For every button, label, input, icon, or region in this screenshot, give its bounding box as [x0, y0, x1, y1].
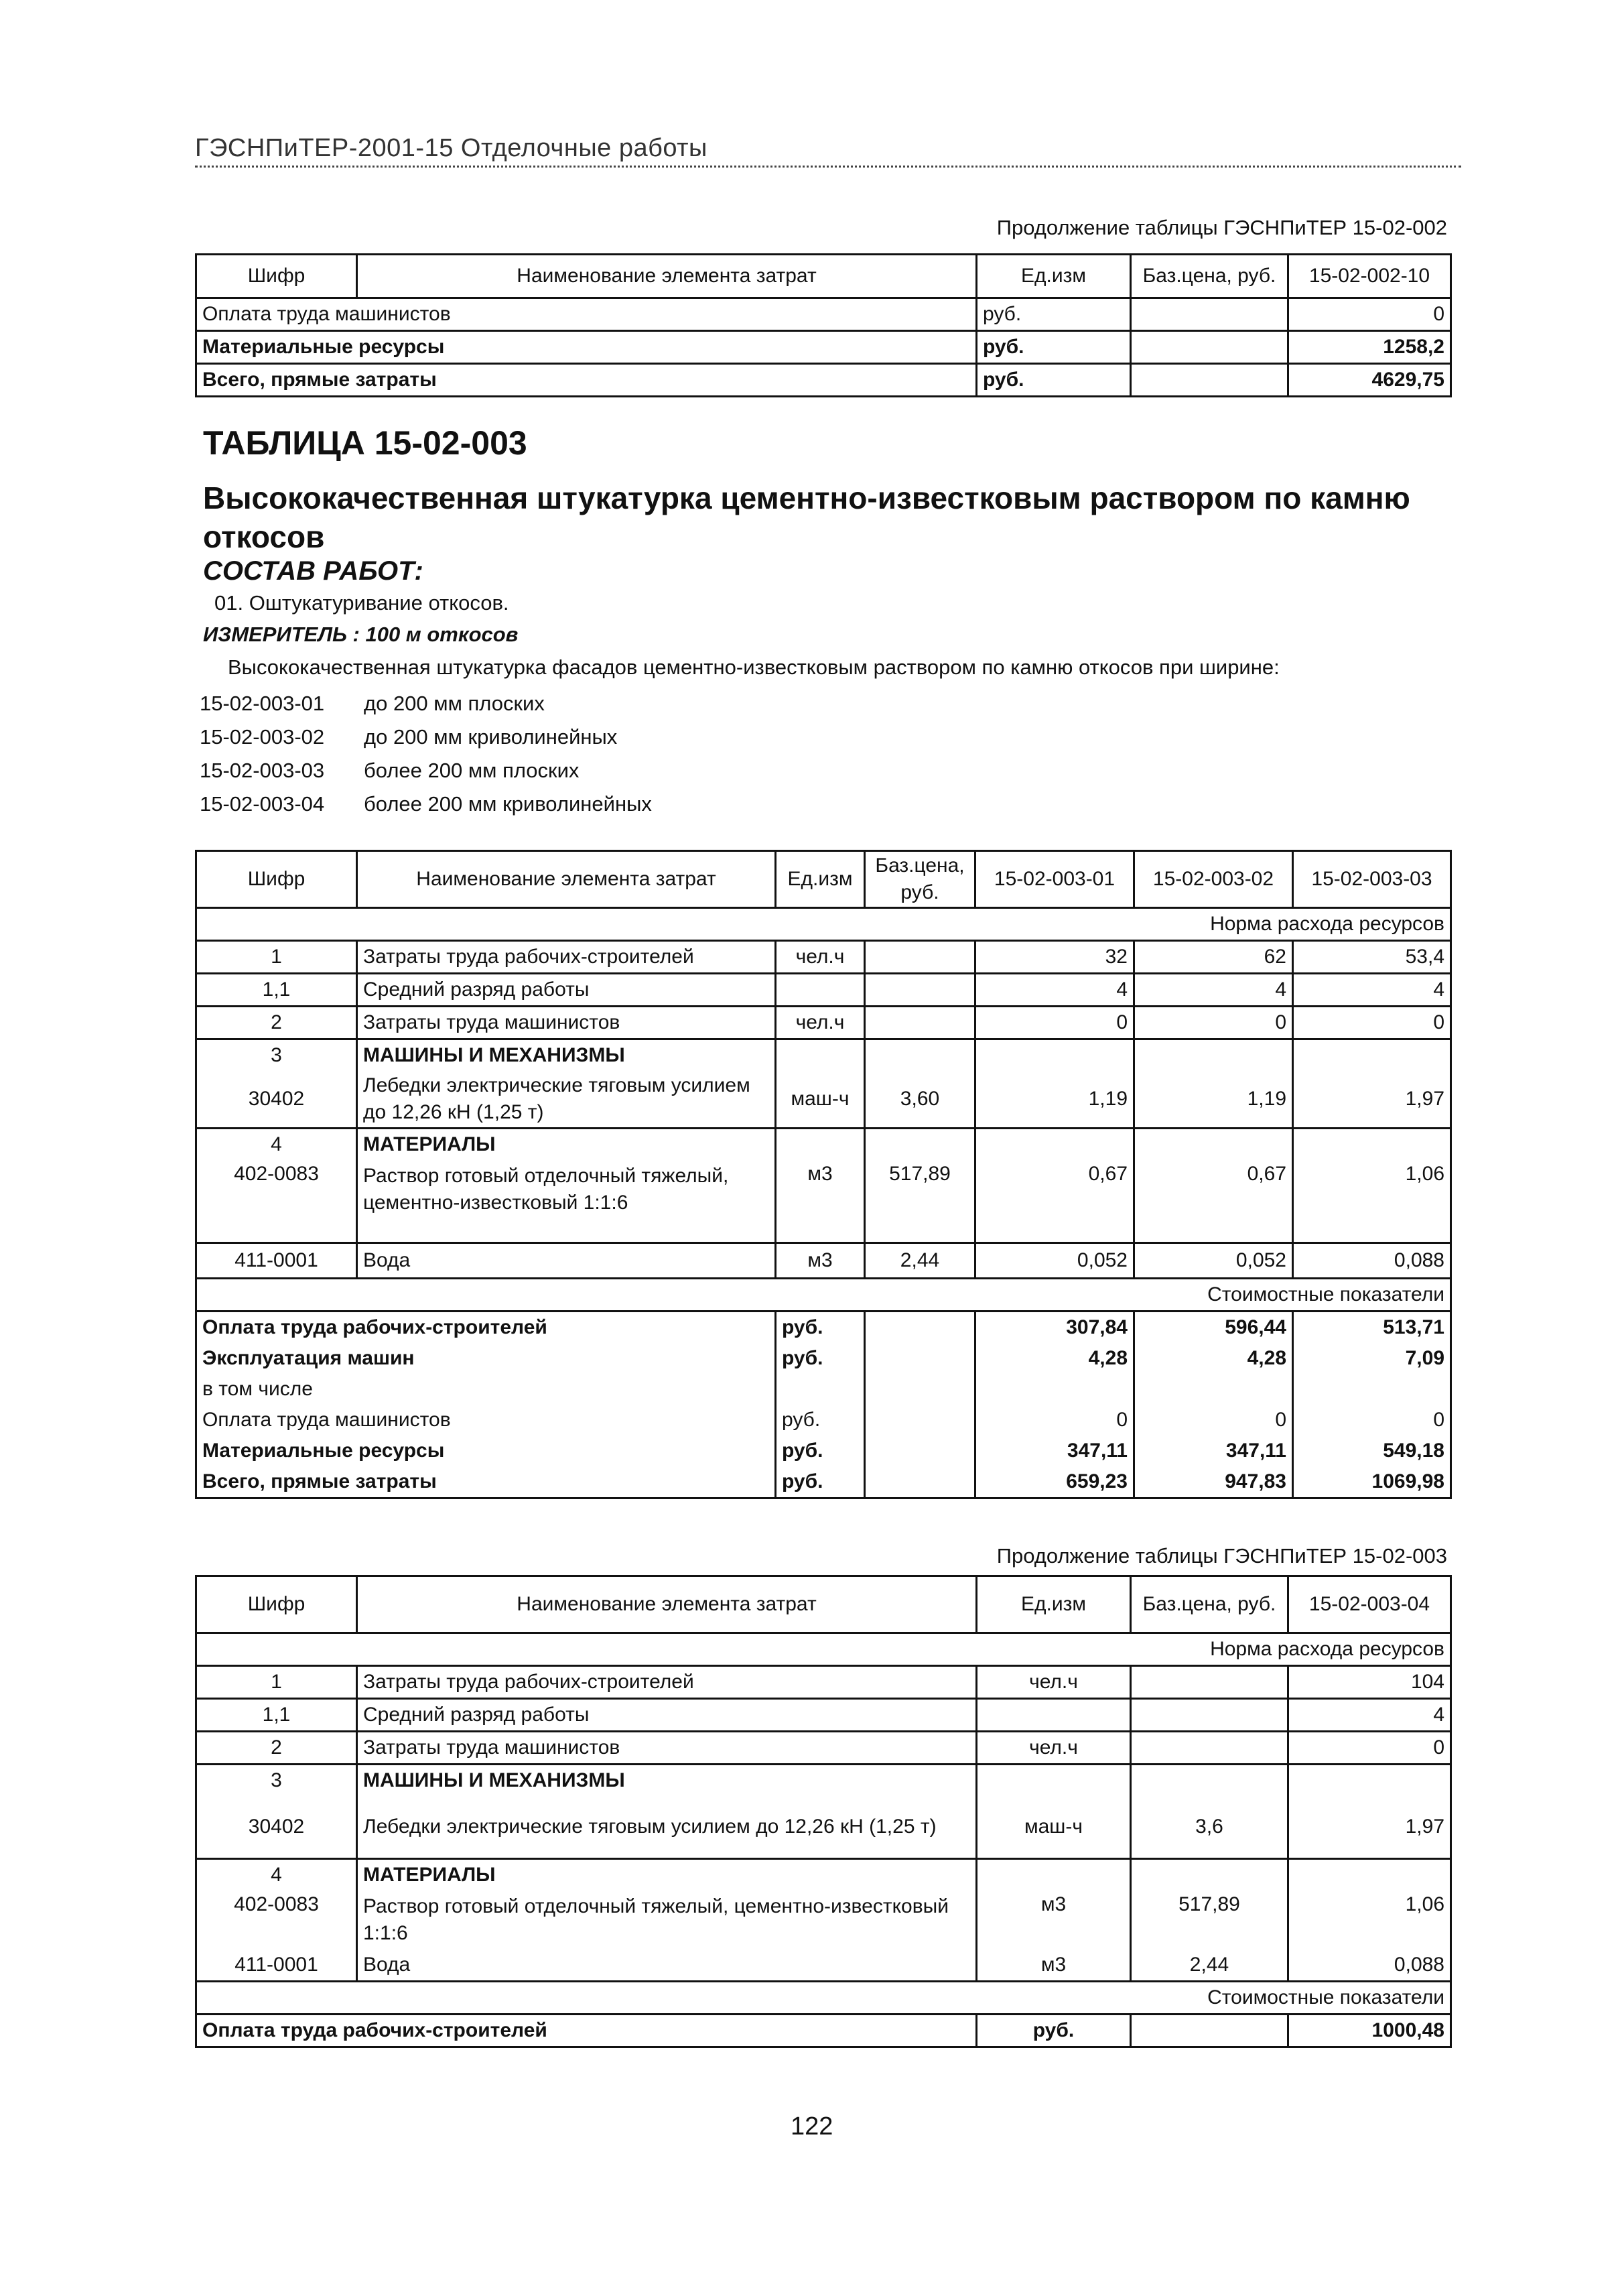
- row-name: Средний разряд работы: [357, 974, 776, 1007]
- table1-header-name: Наименование элемента затрат: [357, 255, 977, 298]
- row-value-2: 0,052: [1134, 1243, 1293, 1279]
- row-value-3: 0: [1293, 1007, 1451, 1039]
- table3-header-row: [196, 1576, 1451, 1633]
- row-code: 1: [196, 941, 357, 974]
- table2-header-unit: Ед.изм: [776, 851, 865, 908]
- header-rule: [195, 166, 1461, 168]
- table-row: [196, 1436, 1451, 1466]
- row-value-1: 0,67: [975, 1160, 1134, 1243]
- total-label: Эксплуатация машин: [196, 1343, 776, 1374]
- row-value-3: [1293, 1129, 1451, 1161]
- total-value-2: 4,28: [1134, 1343, 1293, 1374]
- row-code: 1,1: [196, 974, 357, 1007]
- table2-header-code: Шифр: [196, 851, 357, 908]
- row-name: Лебедки электрические тяговым усилием до 12,26 кН (1,25 т): [357, 1796, 977, 1859]
- table2-header-col2: 15-02-003-02: [1134, 851, 1293, 908]
- row-price: 2,44: [1131, 1950, 1288, 1982]
- variant-code: 15-02-003-01: [200, 692, 325, 715]
- table2-header-price: Баз.цена, руб.: [865, 851, 975, 908]
- table-row: [196, 1405, 1451, 1436]
- table1-row-label: Оплата труда машинистов: [196, 298, 977, 331]
- row-value-3: [1293, 1039, 1451, 1072]
- table1: [195, 253, 1452, 397]
- row-unit: [977, 1859, 1131, 1891]
- row-value-2: [1134, 1129, 1293, 1161]
- row-value-1: [975, 1039, 1134, 1072]
- list-item: [200, 720, 652, 754]
- table-row: [196, 1796, 1451, 1859]
- total-value-3: 513,71: [1293, 1312, 1451, 1344]
- total-price: [865, 1466, 975, 1498]
- row-name: Раствор готовый отделочный тяжелый, цементно-известковый 1:1:6: [357, 1160, 776, 1243]
- total-unit: руб.: [776, 1343, 865, 1374]
- total-price: [865, 1436, 975, 1466]
- row-code: 4: [196, 1129, 357, 1161]
- row-price: [1131, 1765, 1288, 1797]
- list-item: [200, 787, 652, 821]
- row-value-3: 53,4: [1293, 941, 1451, 974]
- table3-header-code: Шифр: [196, 1576, 357, 1633]
- total-value-1: 659,23: [975, 1466, 1134, 1498]
- table1-header-price: Баз.цена, руб.: [1131, 255, 1288, 298]
- total-value-1: 1000,48: [1288, 2015, 1451, 2047]
- row-unit: м3: [977, 1891, 1131, 1950]
- table1-caption: Продолжение таблицы ГЭСНПиТЕР 15-02-002: [996, 216, 1447, 239]
- table1-row-unit: руб.: [977, 331, 1131, 364]
- row-value-1: 4: [1288, 1699, 1451, 1732]
- total-unit: руб.: [776, 1405, 865, 1436]
- table-row: [196, 1666, 1451, 1699]
- total-label: Всего, прямые затраты: [196, 1466, 776, 1498]
- row-unit: [977, 1765, 1131, 1797]
- row-code: 402-0083: [196, 1891, 357, 1950]
- row-value-3: 4: [1293, 974, 1451, 1007]
- row-unit: м3: [776, 1160, 865, 1243]
- table1-row-label: Всего, прямые затраты: [196, 364, 977, 397]
- row-value-2: [1134, 1039, 1293, 1072]
- variant-text: до 200 мм криволинейных: [364, 725, 618, 749]
- row-name: Лебедки электрические тяговым усилием до 12,26 кН (1,25 т): [357, 1071, 776, 1129]
- total-value-1: [975, 1374, 1134, 1405]
- row-value-2: 0: [1134, 1007, 1293, 1039]
- row-value-1: 0: [1288, 1732, 1451, 1765]
- row-value-3: 1,06: [1293, 1160, 1451, 1243]
- total-value-2: [1134, 1374, 1293, 1405]
- row-unit: [776, 1039, 865, 1072]
- table2-norm-label: Норма расхода ресурсов: [196, 908, 1451, 941]
- row-value-1: 0,088: [1288, 1950, 1451, 1982]
- row-price: [865, 974, 975, 1007]
- row-name: Затраты труда рабочих-строителей: [357, 1666, 977, 1699]
- total-unit: руб.: [977, 2015, 1131, 2047]
- row-name: МАШИНЫ И МЕХАНИЗМЫ: [357, 1039, 776, 1072]
- table-row: [196, 1343, 1451, 1374]
- row-unit: чел.ч: [977, 1732, 1131, 1765]
- row-unit: маш-ч: [776, 1071, 865, 1129]
- row-price: 3,6: [1131, 1796, 1288, 1859]
- row-value-1: 32: [975, 941, 1134, 974]
- row-value-1: 0,052: [975, 1243, 1134, 1279]
- total-value-1: 307,84: [975, 1312, 1134, 1344]
- table-row: [196, 2015, 1451, 2047]
- row-price: [1131, 1859, 1288, 1891]
- total-price: [865, 1405, 975, 1436]
- total-unit: руб.: [776, 1466, 865, 1498]
- table2-header-name: Наименование элемента затрат: [357, 851, 776, 908]
- row-name: Раствор готовый отделочный тяжелый, цементно-известковый 1:1:6: [357, 1891, 977, 1950]
- row-unit: [776, 974, 865, 1007]
- table2-header-col3: 15-02-003-03: [1293, 851, 1451, 908]
- table-row: [196, 1007, 1451, 1039]
- row-unit: м3: [776, 1243, 865, 1279]
- table3: [195, 1575, 1452, 2048]
- row-unit: м3: [977, 1950, 1131, 1982]
- row-name: МАТЕРИАЛЫ: [357, 1129, 776, 1161]
- table3-caption: Продолжение таблицы ГЭСНПиТЕР 15-02-003: [996, 1544, 1447, 1568]
- row-price: 2,44: [865, 1243, 975, 1279]
- table-row: [196, 1374, 1451, 1405]
- table1-row-price: [1131, 331, 1288, 364]
- row-code: 30402: [196, 1796, 357, 1859]
- section-heading: СОСТАВ РАБОТ:: [203, 556, 423, 586]
- row-value-2: 0,67: [1134, 1160, 1293, 1243]
- row-value-3: 0,088: [1293, 1243, 1451, 1279]
- table-row: [196, 1160, 1451, 1243]
- variant-text: более 200 мм криволинейных: [364, 792, 652, 816]
- variant-text: до 200 мм плоских: [364, 692, 545, 715]
- table2-header-row: [196, 851, 1451, 908]
- table2-cost-label: Стоимостные показатели: [196, 1279, 1451, 1312]
- row-value-1: [975, 1129, 1134, 1161]
- total-label: Оплата труда рабочих-строителей: [196, 1312, 776, 1344]
- list-item: [200, 754, 652, 787]
- table1-header-unit: Ед.изм: [977, 255, 1131, 298]
- table-row: [196, 1279, 1451, 1312]
- table-row: [196, 298, 1451, 331]
- total-value-3: 549,18: [1293, 1436, 1451, 1466]
- row-value-1: 104: [1288, 1666, 1451, 1699]
- row-code: 411-0001: [196, 1950, 357, 1982]
- table-row: [196, 908, 1451, 941]
- work-item: 01. Оштукатуривание откосов.: [214, 591, 509, 615]
- total-value-3: 0: [1293, 1405, 1451, 1436]
- row-price: [865, 1007, 975, 1039]
- variant-code: 15-02-003-03: [200, 759, 325, 782]
- table1-row-value: 0: [1288, 298, 1451, 331]
- total-unit: руб.: [776, 1312, 865, 1344]
- table-row: [196, 1312, 1451, 1344]
- table-row: [196, 1732, 1451, 1765]
- total-unit: [776, 1374, 865, 1405]
- table1-row-label: Материальные ресурсы: [196, 331, 977, 364]
- table1-row-unit: руб.: [977, 298, 1131, 331]
- table-row: [196, 1699, 1451, 1732]
- table-row: [196, 974, 1451, 1007]
- total-value-3: [1293, 1374, 1451, 1405]
- variant-text: более 200 мм плоских: [364, 759, 580, 782]
- row-value-1: 1,19: [975, 1071, 1134, 1129]
- table-row: [196, 331, 1451, 364]
- row-name: МАТЕРИАЛЫ: [357, 1859, 977, 1891]
- variant-code: 15-02-003-04: [200, 792, 325, 816]
- row-code: 2: [196, 1007, 357, 1039]
- row-name: Вода: [357, 1950, 977, 1982]
- table3-header-price: Баз.цена, руб.: [1131, 1576, 1288, 1633]
- row-value-1: [1288, 1765, 1451, 1797]
- total-label: Оплата труда машинистов: [196, 1405, 776, 1436]
- row-price: [1131, 1699, 1288, 1732]
- row-price: [865, 1129, 975, 1161]
- row-name: Затраты труда машинистов: [357, 1007, 776, 1039]
- row-value-1: 0: [975, 1007, 1134, 1039]
- description: Высококачественная штукатурка фасадов цементно-известковым раствором по камню откосов при ширине:: [228, 655, 1280, 679]
- total-value-2: 347,11: [1134, 1436, 1293, 1466]
- table3-norm-label: Норма расхода ресурсов: [196, 1633, 1451, 1666]
- row-name: Средний разряд работы: [357, 1699, 977, 1732]
- row-value-2: 4: [1134, 974, 1293, 1007]
- total-label: Оплата труда рабочих-строителей: [196, 2015, 977, 2047]
- row-name: Затраты труда рабочих-строителей: [357, 941, 776, 974]
- total-price: [865, 1343, 975, 1374]
- running-header: ГЭСНПиТЕР-2001-15 Отделочные работы: [195, 134, 707, 162]
- row-price: [1131, 1732, 1288, 1765]
- row-code: 2: [196, 1732, 357, 1765]
- row-code: 3: [196, 1039, 357, 1072]
- row-unit: [977, 1699, 1131, 1732]
- table-row: [196, 1129, 1451, 1161]
- total-price: [865, 1312, 975, 1344]
- row-name: МАШИНЫ И МЕХАНИЗМЫ: [357, 1765, 977, 1797]
- total-price: [1131, 2015, 1288, 2047]
- variants-list: [200, 687, 652, 821]
- row-price: 517,89: [865, 1160, 975, 1243]
- row-code: 3: [196, 1765, 357, 1797]
- total-label: Материальные ресурсы: [196, 1436, 776, 1466]
- table-row: [196, 1765, 1451, 1797]
- row-price: [865, 941, 975, 974]
- row-code: 4: [196, 1859, 357, 1891]
- row-name: Вода: [357, 1243, 776, 1279]
- variant-code: 15-02-003-02: [200, 725, 325, 749]
- list-item: [200, 687, 652, 720]
- table2-header-col1: 15-02-003-01: [975, 851, 1134, 908]
- table1-header-col1: 15-02-002-10: [1288, 255, 1451, 298]
- table1-row-unit: руб.: [977, 364, 1131, 397]
- table1-row-price: [1131, 364, 1288, 397]
- total-price: [865, 1374, 975, 1405]
- row-value-2: 1,19: [1134, 1071, 1293, 1129]
- table-subtitle: Высококачественная штукатурка цементно-известковым раствором по камню откосов: [203, 481, 1410, 554]
- row-unit: [776, 1129, 865, 1161]
- table-title: ТАБЛИЦА 15-02-003: [203, 424, 527, 462]
- table-row: [196, 1950, 1451, 1982]
- row-price: 517,89: [1131, 1891, 1288, 1950]
- table-row: [196, 1466, 1451, 1498]
- table-row: [196, 364, 1451, 397]
- table3-header-col1: 15-02-003-04: [1288, 1576, 1451, 1633]
- row-value-3: 1,97: [1293, 1071, 1451, 1129]
- total-unit: руб.: [776, 1436, 865, 1466]
- total-value-1: 347,11: [975, 1436, 1134, 1466]
- table2: [195, 850, 1452, 1499]
- table1-header-code: Шифр: [196, 255, 357, 298]
- row-unit: чел.ч: [776, 941, 865, 974]
- row-value-1: [1288, 1859, 1451, 1891]
- row-code: 1,1: [196, 1699, 357, 1732]
- row-name: Затраты труда машинистов: [357, 1732, 977, 1765]
- row-code: 30402: [196, 1071, 357, 1129]
- row-unit: чел.ч: [977, 1666, 1131, 1699]
- table-row: [196, 1243, 1451, 1279]
- table-row: [196, 1891, 1451, 1950]
- table1-header-row: [196, 255, 1451, 298]
- total-value-1: 0: [975, 1405, 1134, 1436]
- table-row: [196, 1039, 1451, 1072]
- total-value-3: 1069,98: [1293, 1466, 1451, 1498]
- table-row: [196, 941, 1451, 974]
- total-value-3: 7,09: [1293, 1343, 1451, 1374]
- total-value-2: 596,44: [1134, 1312, 1293, 1344]
- table1-row-price: [1131, 298, 1288, 331]
- row-code: 1: [196, 1666, 357, 1699]
- row-unit: маш-ч: [977, 1796, 1131, 1859]
- total-label: в том числе: [196, 1374, 776, 1405]
- total-value-2: 947,83: [1134, 1466, 1293, 1498]
- row-value-1: 1,06: [1288, 1891, 1451, 1950]
- page-number: 122: [791, 2112, 833, 2141]
- total-value-2: 0: [1134, 1405, 1293, 1436]
- row-value-1: 1,97: [1288, 1796, 1451, 1859]
- measurer: ИЗМЕРИТЕЛЬ : 100 м откосов: [203, 623, 519, 646]
- row-unit: чел.ч: [776, 1007, 865, 1039]
- row-value-1: 4: [975, 974, 1134, 1007]
- table3-header-unit: Ед.изм: [977, 1576, 1131, 1633]
- table-row: [196, 1071, 1451, 1129]
- table-row: [196, 1859, 1451, 1891]
- table3-header-name: Наименование элемента затрат: [357, 1576, 977, 1633]
- row-price: [865, 1039, 975, 1072]
- row-code: 402-0083: [196, 1160, 357, 1243]
- table3-cost-label: Стоимостные показатели: [196, 1982, 1451, 2015]
- total-value-1: 4,28: [975, 1343, 1134, 1374]
- row-price: [1131, 1666, 1288, 1699]
- row-code: 411-0001: [196, 1243, 357, 1279]
- row-value-2: 62: [1134, 941, 1293, 974]
- table-row: [196, 1982, 1451, 2015]
- table1-row-value: 4629,75: [1288, 364, 1451, 397]
- table1-row-value: 1258,2: [1288, 331, 1451, 364]
- table-row: [196, 1633, 1451, 1666]
- row-price: 3,60: [865, 1071, 975, 1129]
